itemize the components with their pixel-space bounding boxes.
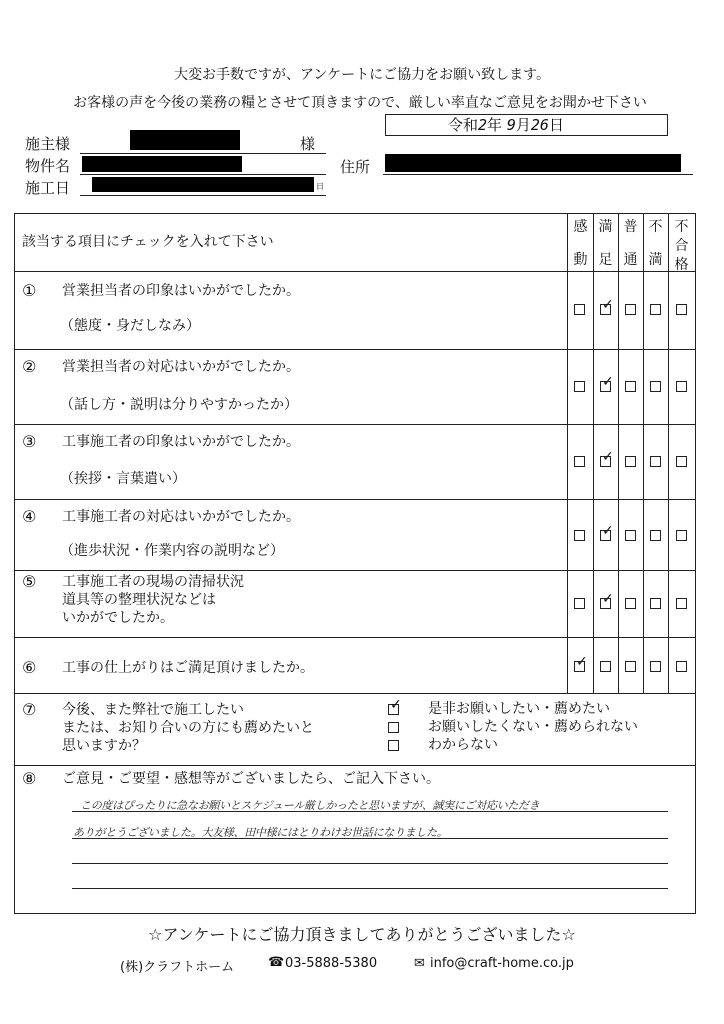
date-day: 26 <box>530 116 549 134</box>
col-header-futsu <box>619 218 642 270</box>
question-1-fugokaku-checkbox[interactable] <box>676 304 687 315</box>
row-sep-6 <box>14 693 696 694</box>
date-year-unit: 年 <box>487 116 503 134</box>
question-3-number: ③ <box>22 432 37 451</box>
row-sep-4 <box>14 570 696 571</box>
question-4-futsu-checkbox[interactable] <box>625 530 636 541</box>
work-date-label: 施工日 <box>25 179 71 197</box>
q7-option-2-label: お願いしたくない・薦められない <box>428 719 638 735</box>
question-4-kando-checkbox[interactable] <box>574 530 585 541</box>
check-mark-icon: ✓ <box>602 449 614 465</box>
phone-icon: ☎ <box>268 955 285 970</box>
footer-thanks: ☆アンケートにご協力頂きましてありがとうございました☆ <box>148 925 576 944</box>
date-year: 2 <box>478 116 488 134</box>
mail-icon: ✉ <box>414 956 425 971</box>
question-1-manzoku-checkbox[interactable] <box>600 297 614 315</box>
question-6-futsu-checkbox[interactable] <box>625 661 636 672</box>
question-5-fuman-checkbox[interactable] <box>650 598 661 609</box>
question-5-futsu-checkbox[interactable] <box>625 598 636 609</box>
col-header-fugokaku <box>670 218 693 275</box>
date-era: 令和 <box>448 116 479 134</box>
property-name-redacted <box>82 156 242 172</box>
col-header-futsu-bottom: 通 <box>623 252 638 268</box>
q7-option-1-checkbox[interactable] <box>388 697 402 715</box>
date-month-unit: 月 <box>515 116 531 134</box>
check-mark-icon: ✓ <box>602 297 614 313</box>
q7-option-3-checkbox[interactable] <box>388 740 399 751</box>
comment-line-1: この度はぴったりに急なお願いとスケジュール厳しかったと思いますが、誠実にご対応いただき <box>80 799 540 812</box>
q7-option-2-checkbox[interactable] <box>388 722 399 733</box>
question-4-manzoku-checkbox[interactable] <box>600 523 614 541</box>
question-1-subtext: （態度・身だしなみ） <box>60 318 200 334</box>
question-6-text: 工事の仕上がりはご満足頂けましたか。 <box>62 660 314 676</box>
question-1-futsu-checkbox[interactable] <box>625 304 636 315</box>
intro-line-2: お客様の声を今後の業務の糧とさせて頂きますので、厳しい率直なご意見をお聞かせ下さい <box>73 95 647 111</box>
date-day-unit: 日 <box>548 116 564 134</box>
question-1-text: 営業担当者の印象はいかがでしたか。 <box>62 283 300 299</box>
question-2-subtext: （話し方・説明は分りやすかったか） <box>60 397 298 413</box>
property-label: 物件名 <box>25 157 71 175</box>
question-2-fugokaku-checkbox[interactable] <box>676 381 687 392</box>
question-8-prompt: ご意見・ご要望・感想等がございましたら、ご記入下さい。 <box>62 771 440 787</box>
question-5-manzoku-checkbox[interactable] <box>600 591 614 609</box>
question-5-text-line-1: 工事施工者の現場の清掃状況 <box>62 574 244 590</box>
question-2-kando-checkbox[interactable] <box>574 381 585 392</box>
question-7-text-line-2: または、お知り合いの方にも薦めたいと <box>62 720 314 736</box>
question-3-subtext: （挨拶・言葉遣い） <box>60 471 186 487</box>
question-2-number: ② <box>22 357 37 376</box>
question-2-text: 営業担当者の対応はいかがでしたか。 <box>62 359 300 375</box>
row-sep-2 <box>14 424 696 425</box>
check-mark-icon: ✓ <box>576 654 588 670</box>
question-2-manzoku-checkbox[interactable] <box>600 374 614 392</box>
question-7-text-line-3: 思いますか？ <box>62 738 146 754</box>
col-header-manzoku <box>594 218 617 270</box>
work-date-underline <box>80 195 326 196</box>
check-mark-icon: ✓ <box>602 523 614 539</box>
question-7-text-line-1: 今後、また弊社で施工したい <box>62 702 244 718</box>
col-header-fugokaku-bottom: 格 <box>674 257 689 273</box>
customer-label: 施主様 <box>25 135 71 153</box>
question-7-number: ⑦ <box>22 700 37 719</box>
col-header-fugokaku-mid: 合 <box>674 238 689 254</box>
col-header-kando-bottom: 動 <box>573 252 588 268</box>
work-date-suffix: 日 <box>316 182 324 191</box>
col-header-kando <box>569 218 592 270</box>
col-sep-5 <box>668 213 669 693</box>
col-header-fuman-top: 不 <box>648 219 663 235</box>
col-header-futsu-top: 普 <box>623 219 638 235</box>
check-mark-icon: ✓ <box>602 591 614 607</box>
question-6-number: ⑥ <box>22 658 37 677</box>
question-3-text: 工事施工者の印象はいかがでしたか。 <box>62 434 300 450</box>
question-3-fugokaku-checkbox[interactable] <box>676 456 687 467</box>
question-3-kando-checkbox[interactable] <box>574 456 585 467</box>
question-1-kando-checkbox[interactable] <box>574 304 585 315</box>
col-sep-2 <box>593 213 594 693</box>
row-sep-3 <box>14 499 696 500</box>
property-underline <box>80 174 326 175</box>
col-header-kando-top: 感 <box>573 219 588 235</box>
question-5-text-line-3: いかがでしたか。 <box>62 610 174 626</box>
date-month: 9 <box>506 116 516 134</box>
customer-name-redacted <box>130 130 240 150</box>
row-sep-5 <box>14 637 696 638</box>
question-6-fugokaku-checkbox[interactable] <box>676 661 687 672</box>
col-header-fuman-bottom: 満 <box>648 252 663 268</box>
comment-rule-4 <box>72 888 668 889</box>
question-5-text-line-2: 道具等の整理状況などは <box>62 592 216 608</box>
q7-option-1-label: 是非お願いしたい・薦めたい <box>428 701 610 717</box>
row-sep-header <box>14 271 696 272</box>
row-sep-7 <box>14 765 696 766</box>
customer-underline <box>80 153 326 154</box>
check-mark-icon: ✓ <box>390 697 402 713</box>
question-4-number: ④ <box>22 507 37 526</box>
question-8-number: ⑧ <box>22 769 37 788</box>
col-header-fugokaku-top: 不 <box>674 219 689 235</box>
customer-suffix: 様 <box>300 135 316 153</box>
comment-rule-3 <box>72 863 668 864</box>
col-sep-3 <box>618 213 619 693</box>
question-4-subtext: （進歩状況・作業内容の説明など） <box>60 543 284 559</box>
question-6-kando-checkbox[interactable] <box>574 654 588 672</box>
address-underline <box>383 174 693 175</box>
work-date-redacted <box>92 177 314 192</box>
footer-email: info@craft-home.co.jp <box>430 956 574 971</box>
comment-rule-2 <box>72 838 668 839</box>
question-2-futsu-checkbox[interactable] <box>625 381 636 392</box>
question-1-fuman-checkbox[interactable] <box>650 304 661 315</box>
question-2-fuman-checkbox[interactable] <box>650 381 661 392</box>
col-header-manzoku-top: 満 <box>598 219 613 235</box>
question-5-kando-checkbox[interactable] <box>574 598 585 609</box>
question-4-fuman-checkbox[interactable] <box>650 530 661 541</box>
table-instruction: 該当する項目にチェックを入れて下さい <box>22 234 274 250</box>
question-4-text: 工事施工者の対応はいかがでしたか。 <box>62 509 300 525</box>
survey-date <box>385 114 668 136</box>
address-redacted <box>385 154 681 172</box>
question-5-number: ⑤ <box>22 572 37 591</box>
row-sep-1 <box>14 349 696 350</box>
col-header-manzoku-bottom: 足 <box>598 252 613 268</box>
address-label: 住所 <box>340 158 371 176</box>
question-4-fugokaku-checkbox[interactable] <box>676 530 687 541</box>
question-3-futsu-checkbox[interactable] <box>625 456 636 467</box>
question-1-number: ① <box>22 281 37 300</box>
check-mark-icon: ✓ <box>602 374 614 390</box>
q7-option-3-label: わからない <box>428 737 498 753</box>
intro-line-1: 大変お手数ですが、アンケートにご協力をお願い致します。 <box>173 67 551 83</box>
question-3-fuman-checkbox[interactable] <box>650 456 661 467</box>
question-6-manzoku-checkbox[interactable] <box>600 661 611 672</box>
comment-line-2: ありがとうございました。大友様、田中様にはとりわけお世話になりました。 <box>73 826 448 839</box>
footer-company: (株)クラフトホーム <box>120 960 235 975</box>
question-5-fugokaku-checkbox[interactable] <box>676 598 687 609</box>
comment-rule-1 <box>72 811 668 812</box>
question-6-fuman-checkbox[interactable] <box>650 661 661 672</box>
col-header-fuman <box>644 218 667 270</box>
footer-phone: 03-5888-5380 <box>285 956 378 971</box>
col-sep-4 <box>643 213 644 693</box>
col-sep-1 <box>567 213 568 693</box>
question-3-manzoku-checkbox[interactable] <box>600 449 614 467</box>
